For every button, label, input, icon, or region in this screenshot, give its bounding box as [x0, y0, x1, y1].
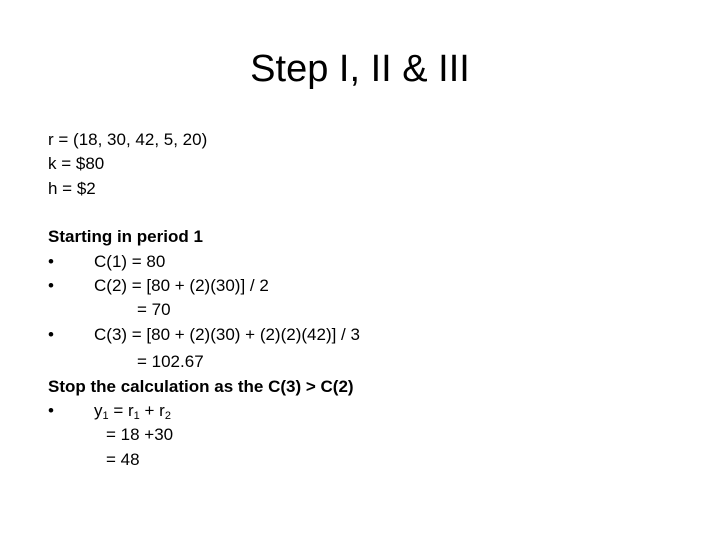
bullet-c1	[48, 250, 688, 274]
bullet-icon: •	[48, 251, 54, 271]
y1-step: = 18 +30	[106, 425, 174, 445]
spacer	[48, 201, 688, 225]
y-symbol: y	[94, 400, 103, 420]
param-k	[48, 152, 688, 176]
start-heading-text: Starting in period 1	[48, 227, 203, 247]
r2-subscript: 2	[164, 409, 171, 422]
bullet-y1	[48, 399, 688, 423]
y-subscript: 1	[102, 409, 109, 422]
bullet-c2	[48, 274, 688, 298]
c3-result: = 102.67	[137, 352, 204, 372]
c2-result-line	[48, 298, 688, 322]
param-k-text: k = $80	[48, 154, 105, 174]
stop-line	[48, 375, 688, 399]
param-h	[48, 177, 688, 201]
r1-symbol: r	[128, 400, 134, 420]
plus-sign: +	[139, 400, 160, 420]
y1-step-line	[48, 423, 688, 447]
c1-text: C(1) = 80	[94, 251, 166, 271]
c2-text: C(2) = [80 + (2)(30)] / 2	[94, 275, 269, 295]
y1-expression	[94, 399, 171, 423]
c2-result: = 70	[137, 300, 171, 320]
slide-body	[48, 128, 688, 472]
y1-result: = 48	[106, 449, 140, 469]
slide-title: Step I, II & III	[250, 48, 470, 90]
start-heading	[48, 225, 688, 249]
equals-sign: =	[108, 400, 128, 420]
param-h-text: h = $2	[48, 178, 96, 198]
bullet-icon: •	[48, 275, 54, 295]
c3-result-line	[48, 350, 688, 374]
param-r-text: r = (18, 30, 42, 5, 20)	[48, 130, 208, 149]
param-r	[48, 128, 688, 152]
bullet-icon: •	[48, 400, 54, 420]
bullet-c3	[48, 323, 688, 347]
c3-text: C(3) = [80 + (2)(30) + (2)(2)(42)] / 3	[94, 324, 360, 344]
y1-result-line	[48, 448, 688, 472]
r1-subscript: 1	[133, 409, 140, 422]
stop-line-text: Stop the calculation as the C(3) > C(2)	[48, 376, 354, 396]
r2-symbol: r	[159, 400, 165, 420]
bullet-icon: •	[48, 324, 54, 344]
